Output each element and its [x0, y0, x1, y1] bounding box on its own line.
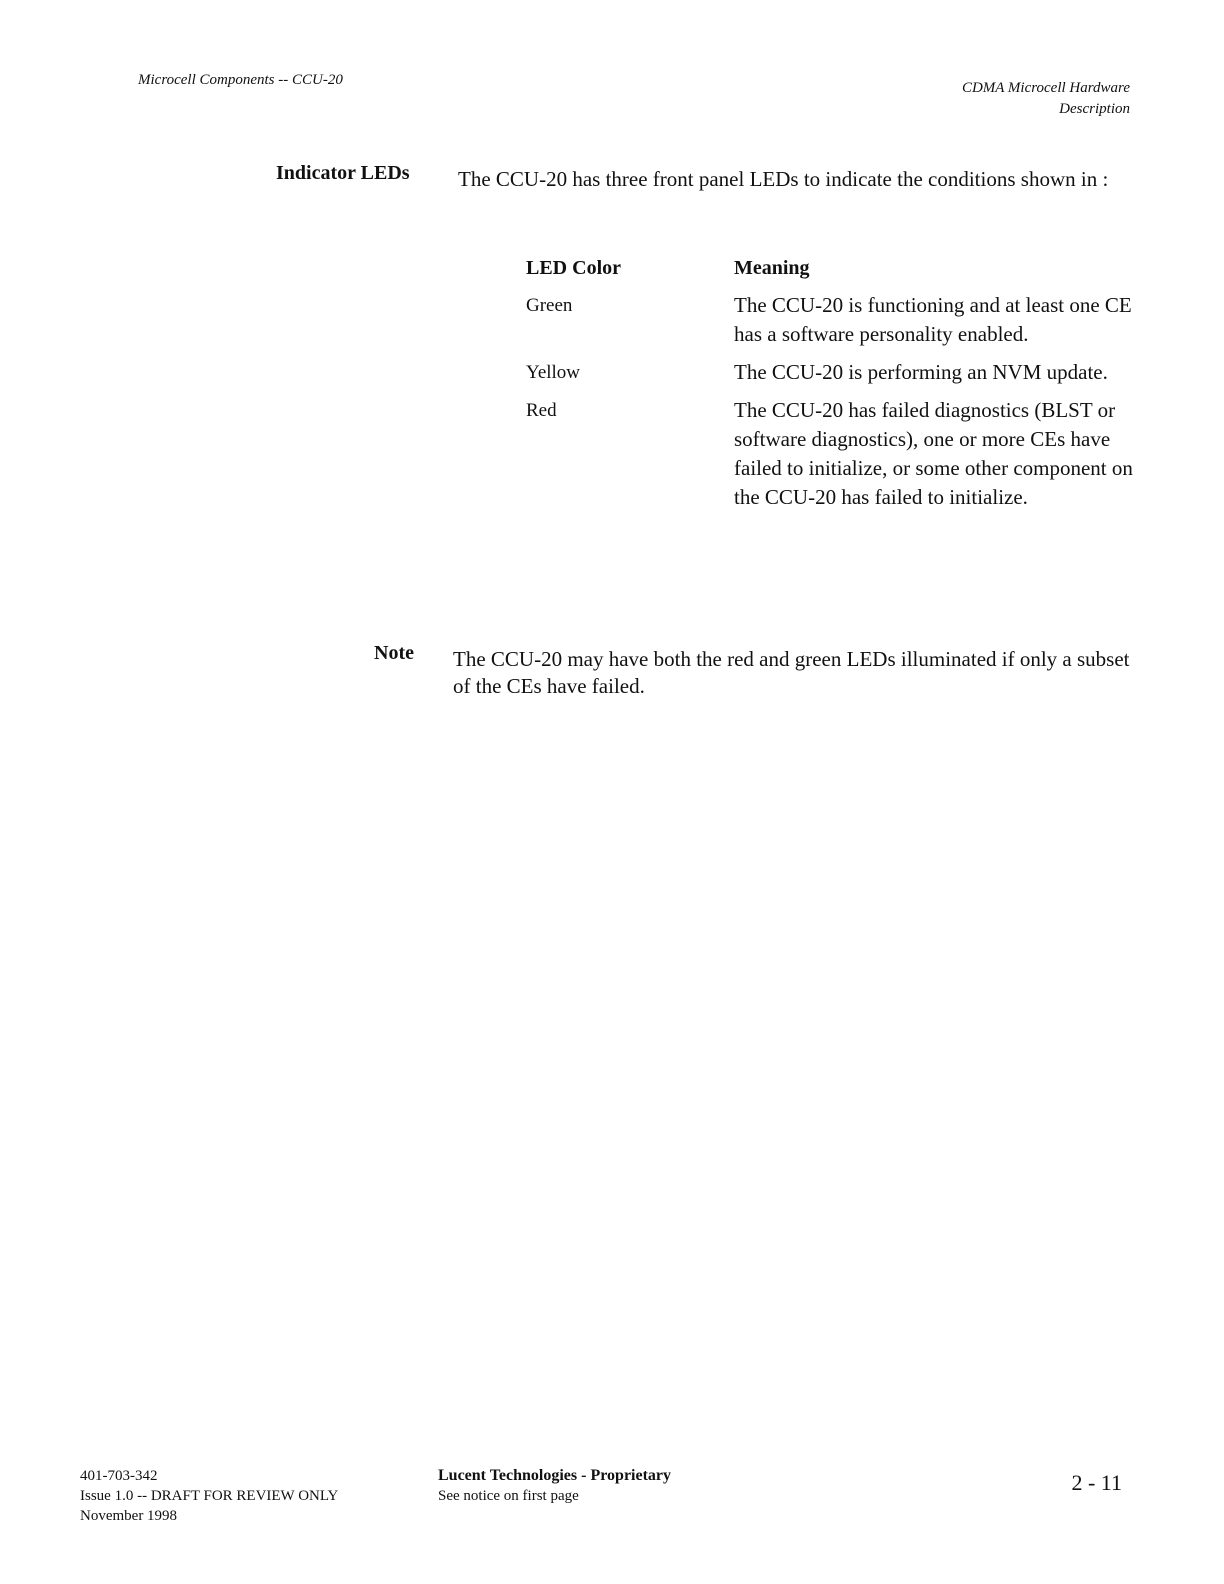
table-header-row — [526, 254, 1146, 283]
column-header-meaning: Meaning — [734, 257, 810, 279]
note-text: The CCU-20 may have both the red and green LEDs illuminated if only a subset of the CEs have failed. — [453, 647, 1130, 698]
footer-date: November 1998 — [80, 1508, 178, 1524]
led-color-cell: Yellow — [526, 362, 581, 383]
led-color-cell: Green — [526, 295, 573, 316]
running-header-right-line1: CDMA Microcell Hardware — [961, 80, 1130, 96]
column-header-led-color: LED Color — [526, 257, 621, 279]
footer-issue: Issue 1.0 -- DRAFT FOR REVIEW ONLY — [80, 1488, 339, 1504]
footer-document-info — [80, 1466, 338, 1526]
footer-company: Lucent Technologies - Proprietary — [438, 1467, 672, 1484]
running-header-left: Microcell Components -- CCU-20 — [138, 72, 343, 88]
led-meaning-cell: The CCU-20 is functioning and at least one CE has a software personality enabled. — [734, 293, 1132, 346]
footer-doc-number: 401-703-342 — [80, 1468, 158, 1484]
footer-proprietary — [438, 1466, 671, 1506]
led-table — [526, 254, 1146, 512]
table-row — [526, 396, 1146, 512]
running-header-right-line2: Description — [1059, 101, 1130, 117]
intro-paragraph: The CCU-20 has three front panel LEDs to indicate the conditions shown in : — [458, 167, 1109, 191]
section-heading: Indicator LEDs — [276, 162, 410, 184]
led-meaning-cell: The CCU-20 is performing an NVM update. — [734, 360, 1108, 384]
led-meaning-cell: The CCU-20 has failed diagnostics (BLST or software diagnostics), one or more CEs have failed to initialize, or some other component on the CCU-20 has failed to initialize. — [734, 398, 1133, 509]
page-number: 2 - 11 — [1071, 1470, 1122, 1495]
running-header-right — [962, 78, 1130, 120]
table-row — [526, 291, 1146, 349]
footer-notice: See notice on first page — [438, 1488, 579, 1504]
table-row — [526, 358, 1146, 387]
led-color-cell: Red — [526, 400, 557, 421]
note-label: Note — [374, 642, 414, 664]
